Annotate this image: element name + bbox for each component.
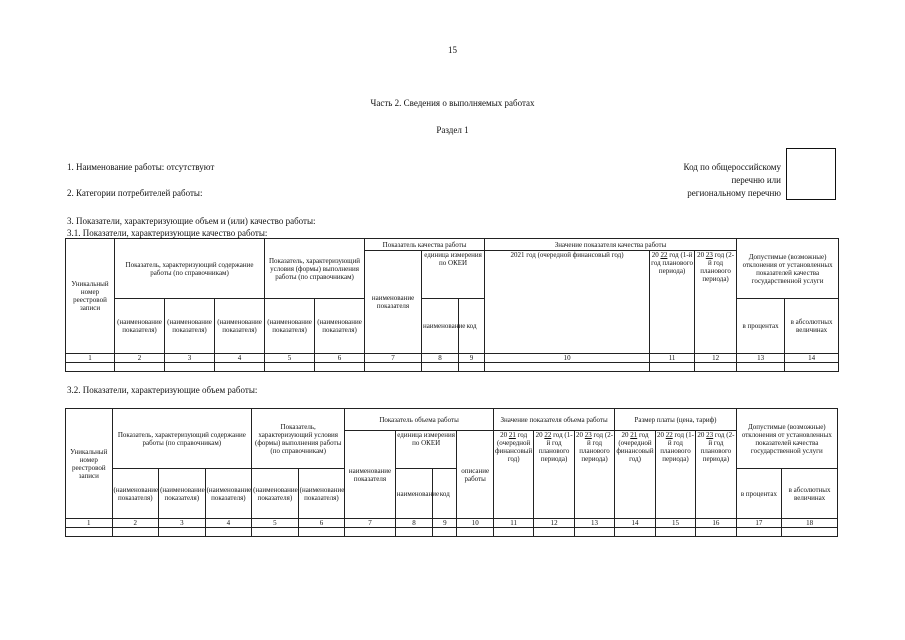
column-number: 11 — [493, 519, 533, 528]
column-number: 10 — [457, 519, 493, 528]
h-year2: 20 23 год (2-й год планового периода) — [695, 251, 737, 354]
table-cell[interactable] — [165, 363, 215, 372]
column-number: 3 — [159, 519, 206, 528]
column-numbers-row — [66, 519, 838, 528]
column-number: 16 — [696, 519, 736, 528]
h2-sub-1: (наименование показателя) — [112, 469, 159, 519]
code-label-line2: перечню или — [731, 175, 781, 185]
column-number: 14 — [785, 354, 839, 363]
column-number: 13 — [737, 354, 785, 363]
table-cell[interactable] — [66, 528, 113, 537]
column-number: 8 — [395, 519, 432, 528]
h2-conditions: Показатель, характеризующий условия (формы) выполнения работы (по справочникам) — [252, 409, 345, 469]
table-cell[interactable] — [265, 363, 315, 372]
h2-unit-code: код — [433, 469, 457, 519]
h-absolute: в абсолютных величинах — [785, 299, 839, 354]
table-cell[interactable] — [615, 528, 655, 537]
column-number: 5 — [252, 519, 299, 528]
table-cell[interactable] — [574, 528, 614, 537]
item-work-name: 1. Наименование работы: отсутствуют — [67, 162, 215, 172]
column-number: 3 — [165, 354, 215, 363]
column-number: 9 — [433, 519, 457, 528]
table-cell[interactable] — [298, 528, 345, 537]
h2-fee-year2: 20 23 год (2-й год планового периода) — [696, 431, 736, 519]
table-cell[interactable] — [650, 363, 695, 372]
h-unit-code: код — [459, 299, 485, 354]
h-unit-name: наименование — [422, 299, 459, 354]
h2-absolute: в абсолютных величинах — [782, 469, 838, 519]
h2-description: описание работы — [457, 431, 493, 519]
h-unit: единица измерения по ОКЕИ — [422, 251, 485, 299]
h-sub-2: (наименование показателя) — [165, 299, 215, 354]
table-cell[interactable] — [534, 528, 574, 537]
table-cell[interactable] — [395, 528, 432, 537]
h-year0: 2021 год (очередной финансовый год) — [485, 251, 650, 354]
column-number: 1 — [66, 519, 113, 528]
h-unique: Уникальный номер реестровой записи — [66, 239, 115, 354]
h2-fee-year0: 20 21 год (очередной финансовый год) — [615, 431, 655, 519]
h2-value-year1: 20 22 год (1-й год планового периода) — [534, 431, 574, 519]
code-label-line3: региональному перечню — [687, 188, 781, 198]
column-number: 2 — [115, 354, 165, 363]
column-number: 6 — [298, 519, 345, 528]
h-content: Показатель, характеризующий содержание работы (по справочникам) — [115, 239, 265, 299]
column-number: 15 — [655, 519, 695, 528]
h-quality: Показатель качества работы — [365, 239, 485, 251]
h-value: Значение показателя качества работы — [485, 239, 737, 251]
column-number: 5 — [265, 354, 315, 363]
h2-fee: Размер платы (цена, тариф) — [615, 409, 736, 431]
h-sub-1: (наименование показателя) — [115, 299, 165, 354]
table-cell[interactable] — [485, 363, 650, 372]
table-cell[interactable] — [457, 528, 493, 537]
table-cell[interactable] — [433, 528, 457, 537]
h2-content: Показатель, характеризующий содержание работы (по справочникам) — [112, 409, 252, 469]
h2-percent: в процентах — [736, 469, 782, 519]
table-row[interactable] — [66, 528, 838, 537]
h-sub-3: (наименование показателя) — [215, 299, 265, 354]
column-number: 14 — [615, 519, 655, 528]
table-cell[interactable] — [737, 363, 785, 372]
h2-value-year2: 20 23 год (2-й год планового периода) — [574, 431, 614, 519]
h-conditions: Показатель, характеризующий условия (формы) выполнения работы (по справочникам) — [265, 239, 365, 299]
column-number: 10 — [485, 354, 650, 363]
h2-indicator-name: наименование показателя — [345, 431, 396, 519]
h2-value-year0: 20 21 год (очередной финансовый год) — [493, 431, 533, 519]
h2-sub-3: (наименование показателя) — [205, 469, 252, 519]
volume-table — [65, 408, 838, 537]
table-cell[interactable] — [782, 528, 838, 537]
table-cell[interactable] — [315, 363, 365, 372]
h2-sub-4: (наименование показателя) — [252, 469, 299, 519]
table-cell[interactable] — [215, 363, 265, 372]
column-number: 8 — [422, 354, 459, 363]
table-cell[interactable] — [493, 528, 533, 537]
table-cell[interactable] — [205, 528, 252, 537]
h-percent: в процентах — [737, 299, 785, 354]
table-cell[interactable] — [422, 363, 459, 372]
h2-deviation: Допустимые (возможные) отклонения от установленных показателей качества государственной услуги — [736, 409, 837, 469]
column-number: 1 — [66, 354, 115, 363]
code-label-line1: Код по общероссийскому — [683, 162, 781, 172]
table-cell[interactable] — [115, 363, 165, 372]
item-consumers: 2. Категории потребителей работы: — [67, 188, 203, 198]
table-cell[interactable] — [345, 528, 396, 537]
table-cell[interactable] — [66, 363, 115, 372]
h2-value: Значение показателя объема работы — [493, 409, 614, 431]
column-numbers-row — [66, 354, 839, 363]
column-number: 7 — [345, 519, 396, 528]
item-quality-indicators: 3.1. Показатели, характеризующие качество работы: — [67, 228, 268, 238]
table-cell[interactable] — [112, 528, 159, 537]
h2-sub-2: (наименование показателя) — [159, 469, 206, 519]
table-cell[interactable] — [785, 363, 839, 372]
column-number: 4 — [215, 354, 265, 363]
column-number: 2 — [112, 519, 159, 528]
column-number: 11 — [650, 354, 695, 363]
column-number: 18 — [782, 519, 838, 528]
h2-fee-year1: 20 22 год (1-й год планового периода) — [655, 431, 695, 519]
table-cell[interactable] — [696, 528, 736, 537]
column-number: 6 — [315, 354, 365, 363]
h-sub-5: (наименование показателя) — [315, 299, 365, 354]
section-title: Раздел 1 — [436, 125, 469, 135]
item-indicators: 3. Показатели, характеризующие объем и (или) качество работы: — [67, 216, 316, 226]
h2-unique: Уникальный номер реестровой записи — [66, 409, 113, 519]
h2-unit: единица измерения по ОКЕИ — [395, 431, 457, 469]
quality-table — [65, 238, 839, 372]
table-cell[interactable] — [459, 363, 485, 372]
part-title: Часть 2. Сведения о выполняемых работах — [370, 98, 535, 108]
h-deviation: Допустимые (возможные) отклонения от установленных показателей качества государственной услуги — [737, 239, 839, 299]
h2-unit-name: наименование — [395, 469, 432, 519]
h2-volume: Показатель объема работы — [345, 409, 494, 431]
h-sub-4: (наименование показателя) — [265, 299, 315, 354]
table-cell[interactable] — [655, 528, 695, 537]
table-cell[interactable] — [365, 363, 422, 372]
column-number: 17 — [736, 519, 782, 528]
column-number: 7 — [365, 354, 422, 363]
column-number: 12 — [534, 519, 574, 528]
h-indicator-name: наименование показателя — [365, 251, 422, 354]
code-box[interactable] — [786, 148, 836, 200]
table-cell[interactable] — [252, 528, 299, 537]
table-cell[interactable] — [159, 528, 206, 537]
h-year1: 20 22 год (1-й год планового периода) — [650, 251, 695, 354]
page-number: 15 — [448, 45, 457, 55]
table-cell[interactable] — [695, 363, 737, 372]
item-volume-indicators: 3.2. Показатели, характеризующие объем работы: — [67, 385, 258, 395]
column-number: 4 — [205, 519, 252, 528]
table-cell[interactable] — [736, 528, 782, 537]
column-number: 12 — [695, 354, 737, 363]
table-row[interactable] — [66, 363, 839, 372]
column-number: 13 — [574, 519, 614, 528]
h2-sub-5: (наименование показателя) — [298, 469, 345, 519]
column-number: 9 — [459, 354, 485, 363]
